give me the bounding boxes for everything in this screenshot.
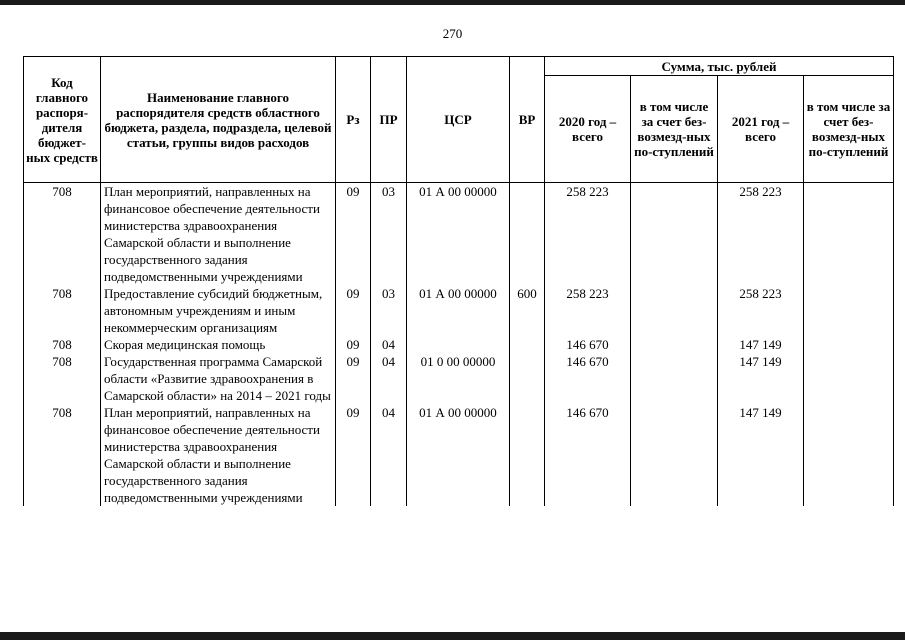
cell-vr [510,353,545,404]
table-row [24,183,894,286]
cell-2020-grants [631,285,718,336]
header-2021-grants: в том числе за счет без-возмезд-ных по-ступлений [804,76,894,183]
cell-code: 708 [24,353,101,404]
table-body [24,183,894,507]
cell-pr: 03 [371,285,407,336]
header-rz: Рз [336,57,371,183]
cell-pr: 03 [371,183,407,286]
cell-2020-total: 258 223 [545,285,631,336]
cell-2020-total: 146 670 [545,404,631,506]
header-2020-total: 2020 год – всего [545,76,631,183]
cell-code: 708 [24,404,101,506]
cell-rz: 09 [336,353,371,404]
cell-2020-grants [631,336,718,353]
header-sum-group: Сумма, тыс. рублей [545,57,894,76]
header-2021-total: 2021 год – всего [718,76,804,183]
cell-2021-grants [804,353,894,404]
cell-2021-total: 147 149 [718,336,804,353]
cell-code: 708 [24,183,101,286]
header-csr: ЦСР [407,57,510,183]
cell-csr: 01 0 00 00000 [407,353,510,404]
cell-csr: 01 А 00 00000 [407,285,510,336]
cell-rz: 09 [336,285,371,336]
cell-vr [510,404,545,506]
cell-2021-total: 147 149 [718,353,804,404]
cell-pr: 04 [371,404,407,506]
table-header [24,57,894,183]
cell-vr [510,183,545,286]
budget-table [23,56,894,506]
cell-pr: 04 [371,336,407,353]
cell-name: План мероприятий, направленных на финансовое обеспечение деятельности министерства здравоохранения Самарской области и выполнение государственного задания подведомственными учреждениями [101,404,336,506]
top-border-bar [0,0,905,5]
cell-name: Скорая медицинская помощь [101,336,336,353]
cell-2021-grants [804,183,894,286]
table-row [24,353,894,404]
cell-2021-grants [804,285,894,336]
header-code: Код главного распоря-дителя бюджет-ных средств [24,57,101,183]
cell-name: Предоставление субсидий бюджетным, автономным учреждениям и иным некоммерческим организациям [101,285,336,336]
cell-2020-total: 146 670 [545,336,631,353]
cell-2020-total: 146 670 [545,353,631,404]
cell-name: Государственная программа Самарской области «Развитие здравоохранения в Самарской области» на 2014 – 2021 годы [101,353,336,404]
cell-rz: 09 [336,404,371,506]
cell-code: 708 [24,285,101,336]
cell-csr [407,336,510,353]
cell-2020-grants [631,353,718,404]
table-row [24,336,894,353]
page-number: 270 [442,26,463,41]
bottom-border-bar [0,632,905,640]
cell-rz: 09 [336,336,371,353]
cell-2020-grants [631,404,718,506]
cell-csr: 01 А 00 00000 [407,183,510,286]
cell-rz: 09 [336,183,371,286]
cell-name: План мероприятий, направленных на финансовое обеспечение деятельности министерства здравоохранения Самарской области и выполнение государственного задания подведомственными учреждениями [101,183,336,286]
table-row [24,404,894,506]
header-pr: ПР [371,57,407,183]
header-2020-grants: в том числе за счет без-возмезд-ных по-ступлений [631,76,718,183]
cell-2021-total: 258 223 [718,183,804,286]
cell-2020-grants [631,183,718,286]
table-row [24,285,894,336]
cell-2020-total: 258 223 [545,183,631,286]
cell-code: 708 [24,336,101,353]
cell-vr: 600 [510,285,545,336]
cell-2021-grants [804,404,894,506]
cell-csr: 01 А 00 00000 [407,404,510,506]
header-name: Наименование главного распорядителя средств областного бюджета, раздела, подраздела, целевой статьи, группы видов расходов [101,57,336,183]
cell-2021-total: 258 223 [718,285,804,336]
header-vr: ВР [510,57,545,183]
cell-2021-total: 147 149 [718,404,804,506]
cell-vr [510,336,545,353]
cell-2021-grants [804,336,894,353]
cell-pr: 04 [371,353,407,404]
